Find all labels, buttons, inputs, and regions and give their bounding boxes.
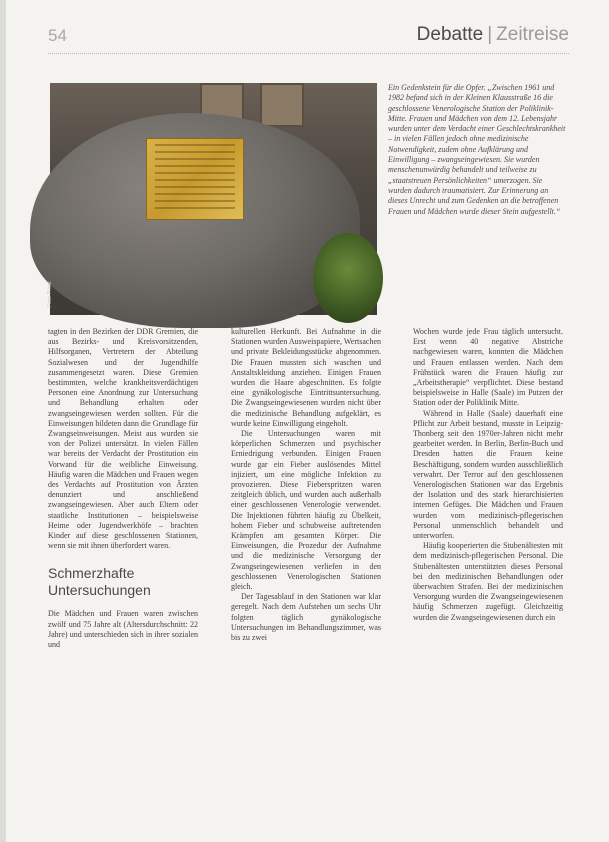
- photo-caption: Ein Gedenkstein für die Opfer. „Zwischen 1961 und 1982 befand sich in der Kleinen Klausstraße 16 die geschlossene Venerologische Station der Poliklinik-Mitte. Frauen und Mädchen von dem 12. Lebensjahr wurden unter dem Verdacht einer Geschlechtskrankheit – in vielen Fällen jedoch ohne medizinische Notwendigkeit, zudem ohne Aufklärung und Einwilligung – zwangseingewiesen. Sie wurden menschenunwürdig behandelt und teilweise zu „staatstreuen Persönlichkeiten“ umerzogen. Sie wurden dadurch traumatisiert. Zur Erinnerung an dieses Unrecht und zum Gedenken an die betroffenen Frauen und Mädchen wurde dieser Stein aufgestellt.“: [388, 83, 566, 216]
- bush: [313, 233, 383, 323]
- paragraph: Die Mädchen und Frauen waren zwischen zwölf und 75 Jahre alt (Altersdurchschnitt: 22 Jahre) und unterschieden sich in ihrer sozialen und: [48, 609, 198, 650]
- subheading: Schmerzhafte Untersuchungen: [48, 565, 151, 599]
- paragraph: Während in Halle (Saale) dauerhaft eine Pflicht zur Arbeit bestand, musste in Leipzig-Thonberg seit den 1970er-Jahren nicht mehr gearbeitet werden. In Berlin, Berlin-Buch und Dresden hatten die Frauen keine Beschäftigung, sondern wurden ausschließlich verwahrt. Der Terror auf den geschlossenen Venerologischen Stationen war das Ergebnis der Isolation und des stark hierarchisierten internen Gefüges. Die Mädchen und Frauen wurden vom medizinisch-pflegerischen Personal unmenschlich behandelt und unterworfen.: [413, 408, 563, 541]
- page-edge: [0, 0, 6, 842]
- text-column-3: [413, 327, 563, 623]
- text-column-1: [48, 327, 198, 650]
- header-rule: [48, 53, 569, 54]
- paragraph: Wochen wurde jede Frau täglich untersucht. Erst wenn 40 negative Abstriche nachgewiesen waren, konnten die Mädchen und Frauen entlassen werden. Nach dem Frühstück waren die Frauen häufig zur „Arbeitstherapie“ verpflichtet. Diese bestand beispielsweise in Halle (Saale) im Putzen der Station oder der Poliklinik Mitte.: [413, 327, 563, 408]
- section-subtitle: Zeitreise: [496, 24, 569, 45]
- memorial-plaque: [146, 138, 244, 220]
- background-window: [260, 83, 304, 127]
- paragraph: tagten in den Bezirken der DDR Gremien, die aus Bezirks- und Kreisvorsitzenden, Hilfsorganen, Vertretern der Abteilung Sozialwesen und der Jugendhilfe zusammengesetzt waren. Diese Gremien bestimmten, welche krankheitsverdächtigen Personen eine Anordnung zur Untersuchung und Behandlung erhalten oder zwangseingewiesen werden sollten. Für die Einweisungen bildeten dann die Grundlage für Zwangseinweisungen. Meist aus wurden sie von der Polizei untersützt. In vielen Fällen war bereits der Verdacht der Prostitution ein Vorwand für die weibliche Einweisung. Häufig waren die Mädchen und Frauen wegen des Verdachts auf Prostitution von Ärzten denunziert und anschließend zwangseingewiesen. Aber auch Eltern oder staatliche Institutionen – beispielsweise Heime oder Jugendwerkhöfe – brachten Kinder auf diese geschlossenen Stationen, wenn sie mit ihnen überfordert waren.: [48, 327, 198, 551]
- paragraph: Die Untersuchungen waren mit körperlichen Schmerzen und psychischer Erniedrigung verbunden. Einigen Frauen wurde gar ein Fieber auslösendes Mittel injiziert, um eine mögliche Infektion zu provozieren. Diese Fieberspritzen waren zeitgleich üblich, und wurden auch außerhalb einer geschlossenen Venerologie verwendet. Die Injektionen führten häufig zu Übelkeit, hohem Fieber und schubweise auftretenden Krämpfen am gesamten Körper. Die Einweisungen, die Prozedur der Aufnahme und die medizinische Versorgung der Zwangseingewiesenen verliefen in den geschlossenen Venerologischen Stationen gleich.: [231, 429, 381, 592]
- text-column-2: [231, 327, 381, 643]
- paragraph: Häufig kooperierten die Stubenältesten mit dem medizinisch-pflegerischen Personal. Die Stubenältesten unterstützten dieses Personal bei den medizinischen Behandlungen oder überwachten Strafen. Bei der medizinischen Versorgung wurden die Zwangseingewiesenen häufig Schmerzen zugefügt. Gleichzeitig wurden die Zwangseingewiesenen durch ein: [413, 541, 563, 622]
- section-header: [417, 24, 569, 46]
- photo-credit: Foto: Privat: [47, 281, 53, 307]
- paragraph: Der Tagesablauf in den Stationen war klar geregelt. Nach dem Aufstehen um sechs Uhr folgten täglich gynäkologische Untersuchungen im Behandlungszimmer, was bis zu zwei: [231, 592, 381, 643]
- section-title: Debatte: [416, 24, 484, 45]
- memorial-photo: [47, 83, 377, 315]
- paragraph: kulturellen Herkunft. Bei Aufnahme in die Stationen wurden Ausweispapiere, Wertsachen und private Bekleidungsstücke abgenommen. Die Frauen mussten sich waschen und Anstaltskleidung anziehen. Einigen Frauen wurden die Haare abgeschnitten. Es folgte eine gynäkologische Eintrittsuntersuchung. Die Zwangseingewiesenen wurden nicht über die medizinische Behandlung aufgeklärt, es wurde keine Einwilligung eingeholt.: [231, 327, 381, 428]
- page-number: 54: [48, 26, 67, 45]
- section-separator: |: [487, 24, 493, 45]
